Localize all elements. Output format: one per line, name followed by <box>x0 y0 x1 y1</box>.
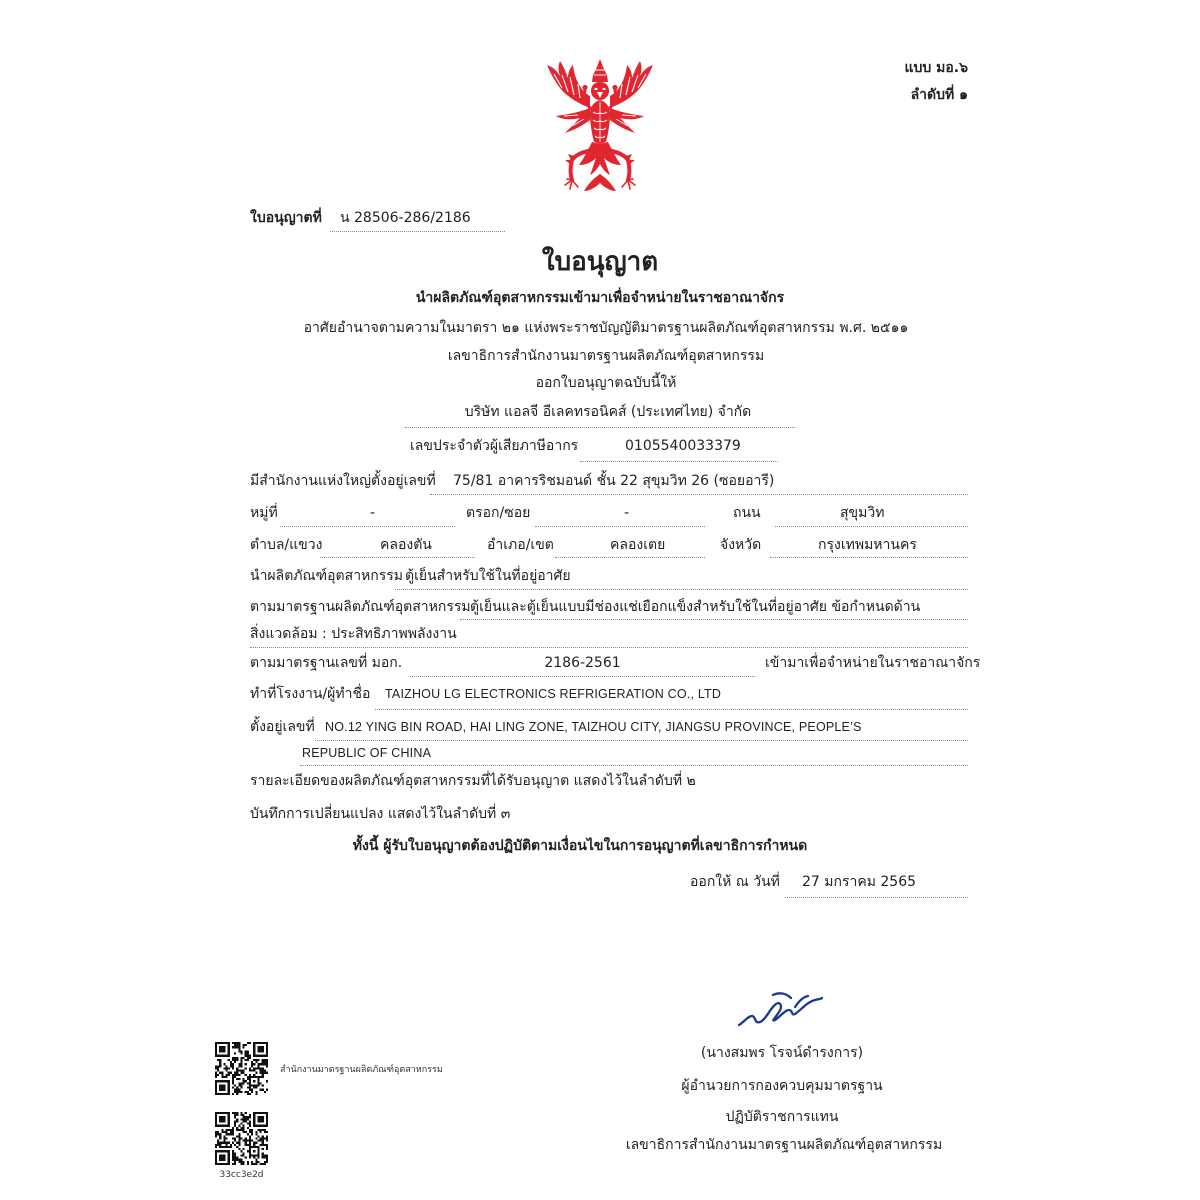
standard-number-suffix: เข้ามาเพื่อจำหน่ายในราชอาณาจักร <box>765 655 981 671</box>
issue-date-underline <box>785 897 968 898</box>
manufacturer-label: ทำที่โรงงาน/ผู้ทำชื่อ <box>250 686 371 702</box>
emblem-right-half <box>600 59 653 191</box>
head-office-value: 75/81 อาคารริชมอนด์ ชั้น 22 สุขุมวิท 26 (ซอยอารี) <box>453 473 775 489</box>
manufacturer-address-label: ตั้งอยู่เลขที่ <box>250 719 315 735</box>
note-product-details: รายละเอียดของผลิตภัณฑ์อุตสาหกรรมที่ได้รับอนุญาต แสดงไว้ในลำดับที่ ๒ <box>250 773 696 789</box>
licensee-name-underline <box>405 427 795 428</box>
signatory-on-behalf-of: เลขาธิการสำนักงานมาตรฐานผลิตภัณฑ์อุตสาหกรรม <box>625 1137 943 1153</box>
signatory-acting: ปฏิบัติราชการแทน <box>725 1109 839 1125</box>
handwritten-signature <box>735 985 825 1035</box>
form-code: แบบ มอ.๖ <box>904 60 968 76</box>
emblem-left-half <box>547 59 600 191</box>
qr-caption: สำนักงานมาตรฐานผลิตภัณฑ์อุตสาหกรรม <box>280 1065 443 1075</box>
licensee-name: บริษัท แอลจี อีเลคทรอนิคส์ (ประเทศไทย) จำกัด <box>464 404 752 420</box>
district-value: คลองเตย <box>610 537 666 553</box>
product-value: ตู้เย็นสำหรับใช้ในที่อยู่อาศัย <box>405 568 571 584</box>
tax-id-label: เลขประจำตัวผู้เสียภาษีอากร <box>410 438 579 454</box>
province-value: กรุงเทพมหานคร <box>818 537 917 553</box>
standard-value-line1: ตู้เย็นและตู้เย็นแบบมีช่องแช่เยือกแข็งสำหรับใช้ในที่อยู่อาศัย ข้อกำหนดด้าน <box>470 599 921 615</box>
road-value: สุขุมวิท <box>840 505 885 521</box>
soi-label: ตรอก/ซอย <box>466 505 531 521</box>
verification-code: 33cc3e2d <box>219 1170 264 1180</box>
license-number-label: ใบอนุญาตที่ <box>250 210 322 226</box>
standard-underline-2 <box>250 647 968 648</box>
document-title: ใบอนุญาต <box>541 247 659 277</box>
preamble-issued-to: ออกใบอนุญาตฉบับนี้ให้ <box>535 375 677 391</box>
product-label: นำผลิตภัณฑ์อุตสาหกรรม <box>250 568 404 584</box>
tax-id-underline <box>580 461 778 462</box>
moo-underline <box>280 526 455 527</box>
signatory-position: ผู้อำนวยการกองควบคุมมาตรฐาน <box>681 1078 883 1094</box>
manufacturer-address-underline-2 <box>300 765 968 766</box>
subdistrict-value: คลองตัน <box>380 537 432 553</box>
standard-number-label: ตามมาตรฐานเลขที่ มอก. <box>250 655 403 671</box>
standard-value-line2: สิ่งแวดล้อม : ประสิทธิภาพพลังงาน <box>250 626 457 642</box>
signature-main-stroke <box>739 998 822 1025</box>
soi-value: - <box>624 505 630 521</box>
verification-qr-code-icon <box>215 1112 268 1165</box>
manufacturer-name: TAIZHOU LG ELECTRONICS REFRIGERATION CO., LTD <box>385 687 722 701</box>
product-underline <box>395 589 968 590</box>
moo-label: หมู่ที่ <box>250 505 278 521</box>
preamble-authority: อาศัยอำนาจตามความในมาตรา ๒๑ แห่งพระราชบัญญัติมาตรฐานผลิตภัณฑ์อุตสาหกรรม พ.ศ. ๒๕๑๑ <box>303 320 909 336</box>
district-label: อำเภอ/เขต <box>487 537 554 553</box>
standard-underline-1 <box>460 619 968 620</box>
standard-number-value: 2186-2561 <box>544 655 621 671</box>
road-underline <box>775 526 968 527</box>
manufacturer-underline <box>375 709 968 710</box>
qr-code-icon <box>215 1042 268 1095</box>
head-office-underline <box>430 494 968 495</box>
issue-date-label: ออกให้ ณ วันที่ <box>690 874 780 890</box>
standard-label: ตามมาตรฐานผลิตภัณฑ์อุตสาหกรรม <box>250 599 471 615</box>
manufacturer-address-underline-1 <box>315 740 968 741</box>
soi-underline <box>535 526 705 527</box>
tax-id-value: 0105540033379 <box>625 438 741 454</box>
standard-number-underline <box>410 676 755 677</box>
signature-top-flourish <box>773 993 791 998</box>
subdistrict-underline <box>320 557 475 558</box>
province-label: จังหวัด <box>720 537 762 553</box>
head-office-label: มีสำนักงานแห่งใหญ่ตั้งอยู่เลขที่ <box>250 473 436 489</box>
manufacturer-address-line1: NO.12 YING BIN ROAD, HAI LING ZONE, TAIZHOU CITY, JIANGSU PROVINCE, PEOPLE’S <box>325 720 862 734</box>
license-condition: ทั้งนี้ ผู้รับใบอนุญาตต้องปฏิบัติตามเงื่อนไขในการอนุญาตที่เลขาธิการกำหนด <box>352 838 808 854</box>
subdistrict-label: ตำบล/แขวง <box>250 537 323 553</box>
moo-value: - <box>370 505 376 521</box>
document-subtitle: นำผลิตภัณฑ์อุตสาหกรรมเข้ามาเพื่อจำหน่ายในราชอาณาจักร <box>415 290 785 306</box>
license-number-value: น 28506-286/2186 <box>340 210 471 226</box>
road-label: ถนน <box>733 505 761 521</box>
note-change-record: บันทึกการเปลี่ยนแปลง แสดงไว้ในลำดับที่ ๓ <box>250 806 511 822</box>
preamble-issuer: เลขาธิการสำนักงานมาตรฐานผลิตภัณฑ์อุตสาหกรรม <box>447 348 765 364</box>
form-sequence: ลำดับที่ ๑ <box>910 87 968 103</box>
issue-date-value: 27 มกราคม 2565 <box>802 874 917 890</box>
province-underline <box>770 557 968 558</box>
district-underline <box>555 557 705 558</box>
signatory-name: (นางสมพร โรจน์ดำรงการ) <box>700 1045 864 1061</box>
manufacturer-address-line2: REPUBLIC OF CHINA <box>302 746 432 760</box>
garuda-emblem-icon <box>540 58 660 198</box>
license-number-underline <box>330 231 505 232</box>
